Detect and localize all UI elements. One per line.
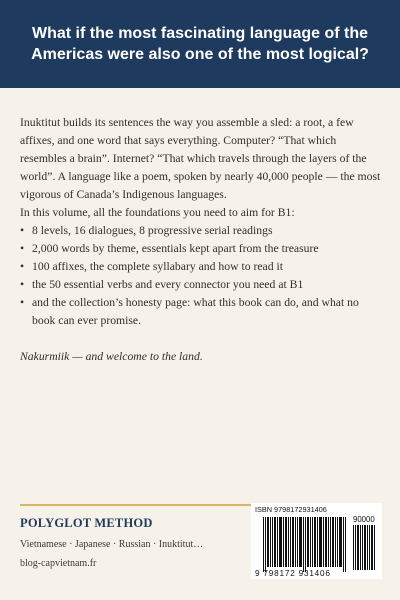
feature-list bbox=[20, 222, 384, 330]
isbn-label: ISBN 9798172931406 bbox=[255, 505, 327, 514]
method-title: POLYGLOT METHOD bbox=[20, 516, 153, 530]
feature-item: • the 50 essential verbs and every connector you need at B1 bbox=[20, 276, 384, 294]
website-text: blog-capvietnam.fr bbox=[20, 558, 97, 569]
intro-paragraph: Inuktitut builds its sentences the way you assemble a sled: a root, a few affixes, and one word that says everything. Computer? “That which resembles a brain”. Internet? “That which travels through the layers of the world”. A language like a poem, spoken by nearly 40,000 people — the most vigorous of Canada’s Indigenous languages. bbox=[20, 116, 381, 201]
feature-item: • and the collection’s honesty page: what this book can do, and what no book can ever promise. bbox=[20, 294, 384, 330]
cover-header bbox=[0, 0, 400, 88]
feature-item: • 100 affixes, the complete syllabary and how to read it bbox=[20, 258, 384, 276]
volume-intro: In this volume, all the foundations you need to aim for B1: bbox=[20, 206, 295, 219]
barcode-icon bbox=[263, 517, 349, 572]
isbn-barcode-box bbox=[251, 503, 382, 579]
feature-item: • 8 levels, 16 dialogues, 8 progressive serial readings bbox=[20, 222, 384, 240]
description-section bbox=[20, 114, 384, 366]
price-barcode-icon bbox=[353, 525, 377, 570]
isbn-digits: 9 798172 931406 bbox=[255, 569, 331, 578]
price-code: 90000 bbox=[353, 515, 375, 524]
series-languages: Vietnamese · Japanese · Russian · Inuktitut… bbox=[20, 539, 204, 550]
feature-item: • 2,000 words by theme, essentials kept apart from the treasure bbox=[20, 240, 384, 258]
cover-headline: What if the most fascinating language of the Americas were also one of the most logical? bbox=[31, 25, 369, 63]
closing-line: Nakurmiik — and welcome to the land. bbox=[20, 350, 203, 363]
footer-block bbox=[20, 515, 240, 571]
